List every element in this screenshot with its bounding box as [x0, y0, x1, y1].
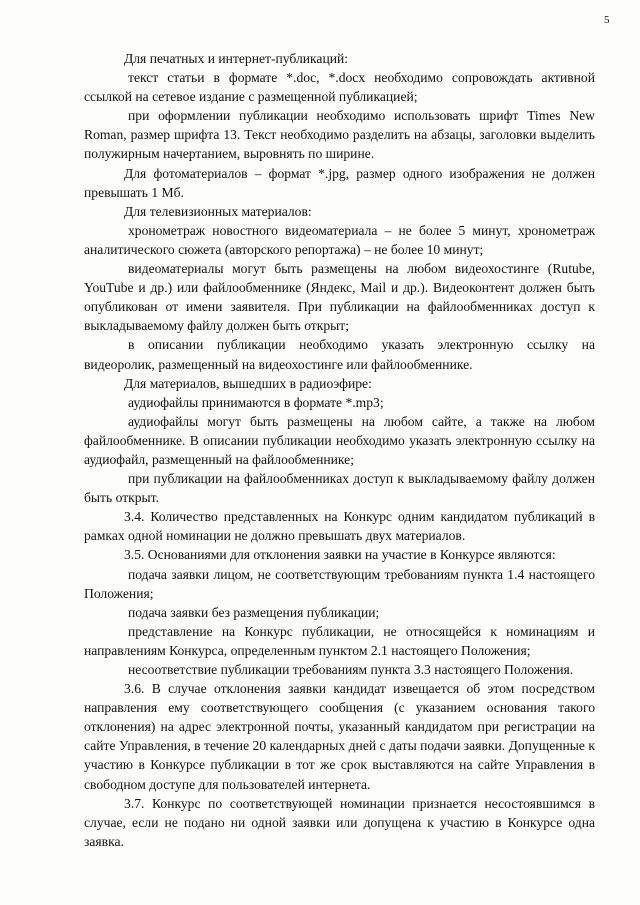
paragraph-reason-2: подача заявки без размещения публикации;	[128, 604, 380, 620]
paragraph-print-format: текст статьи в формате *.doc, *.docx необходимо сопровождать активной ссылкой на сетевое издание с размещенной публикацией;	[84, 70, 595, 105]
document-body	[84, 49, 595, 851]
paragraph-radio-heading: Для материалов, вышедших в радиоэфире:	[124, 375, 372, 391]
paragraph-reason-3: представление на Конкурс публикации, не относящейся к номинациям и направлениям Конкурса, определенным пунктом 2.1 настоящего Положения;	[84, 623, 595, 658]
paragraph-photo: Для фотоматериалов – формат *.jpg, размер одного изображения не должен превышать 1 Мб.	[84, 165, 595, 200]
paragraph-tv-hosting: видеоматериалы могут быть размещены на любом видеохостинге (Rutube, YouTube и др.) или файлообменнике (Яндекс, Mail и др.). Видеоконтент должен быть опубликован от имени заявителя. При публикации на файлообменниках доступ к выкладываемому файлу должен быть открыт;	[84, 261, 595, 334]
paragraph-reason-1: подача заявки лицом, не соответствующим требованиям пункта 1.4 настоящего Положения;	[84, 566, 595, 601]
page-number: 5	[604, 14, 610, 26]
paragraph-print-heading: Для печатных и интернет-публикаций:	[124, 51, 349, 66]
paragraph-print-font: при оформлении публикации необходимо использовать шрифт Times New Roman, размер шрифта 13. Текст необходимо разделить на абзацы, заголовки выделить полужирным начертанием, выровнять по ширине.	[84, 108, 595, 162]
paragraph-clause-3-7: 3.7. Конкурс по соответствующей номинации признается несостоявшимся в случае, если не подано ни одной заявки или допущена к участию в Конкурсе одна заявка.	[84, 795, 595, 849]
paragraph-radio-format: аудиофайлы принимаются в формате *.mp3;	[128, 394, 384, 410]
paragraph-tv-duration: хронометраж новостного видеоматериала – не более 5 минут, хронометраж аналитического сюжета (авторского репортажа) – не более 10 минут;	[84, 222, 595, 257]
paragraph-reason-4: несоответствие публикации требованиям пункта 3.3 настоящего Положения.	[128, 662, 574, 677]
paragraph-clause-3-4: 3.4. Количество представленных на Конкурс одним кандидатом публикаций в рамках одной номинации не должно превышать двух материалов.	[84, 509, 595, 544]
paragraph-radio-hosting: аудиофайлы могут быть размещены на любом сайте, а также на любом файлообменнике. В описании публикации необходимо указать электронную ссылку на аудиофайл, размещенный на файлообменнике;	[84, 413, 595, 467]
paragraph-tv-link: в описании публикации необходимо указать электронную ссылку на видеоролик, размещенный на видеохостинге или файлообменнике.	[84, 337, 595, 372]
paragraph-clause-3-5: 3.5. Основаниями для отклонения заявки на участие в Конкурсе являются:	[124, 547, 556, 563]
paragraph-radio-access: при публикации на файлообменниках доступ к выкладываемому файлу должен быть открыт.	[84, 471, 595, 506]
paragraph-tv-heading: Для телевизионных материалов:	[124, 203, 312, 219]
paragraph-clause-3-6: 3.6. В случае отклонения заявки кандидат извещается об этом посредством направления ему соответствующего сообщения (с указанием основания такого отклонения) на адрес электронной почты, указанный кандидатом при регистрации на сайте Управления, в течение 20 календарных дней с даты подачи заявки. Допущенные к участию в Конкурсе публикации в тот же срок выставляются на сайте Управления в свободном доступе для пользователей интернета.	[84, 681, 595, 792]
